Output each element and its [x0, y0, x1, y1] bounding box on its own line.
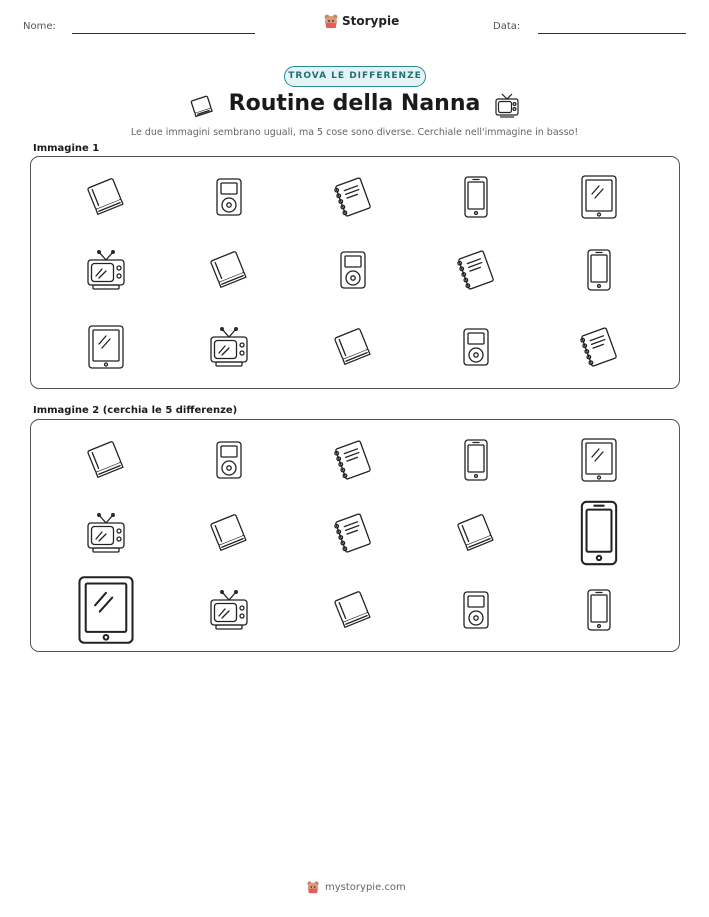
book-icon[interactable]	[328, 585, 378, 635]
tv-icon	[204, 322, 254, 372]
phone-icon[interactable]	[574, 585, 624, 635]
book-icon	[81, 172, 131, 222]
ipod-icon	[204, 172, 254, 222]
phone-icon	[574, 245, 624, 295]
ipod-icon	[328, 245, 378, 295]
image2-label: Immagine 2 (cerchia le 5 differenze)	[33, 405, 238, 416]
ipod-icon[interactable]	[204, 435, 254, 485]
phone-icon[interactable]	[560, 494, 638, 572]
image1-label: Immagine 1	[33, 143, 100, 154]
tv-icon	[492, 91, 522, 121]
book-icon[interactable]	[451, 508, 501, 558]
brand-name: Storypie	[342, 14, 400, 28]
notebook-icon	[451, 245, 501, 295]
notebook-icon[interactable]	[328, 508, 378, 558]
tablet-icon	[81, 322, 131, 372]
date-line[interactable]	[538, 33, 686, 34]
instructions: Le due immagini sembrano uguali, ma 5 cose sono diverse. Cerchiale nell'immagine in basso!	[130, 127, 579, 138]
ipod-icon	[451, 322, 501, 372]
book-icon	[204, 245, 254, 295]
name-label: Nome:	[23, 21, 56, 32]
image1-panel	[30, 156, 680, 389]
tv-icon[interactable]	[204, 585, 254, 635]
phone-icon	[451, 172, 501, 222]
notebook-icon	[328, 172, 378, 222]
book-icon	[328, 322, 378, 372]
tv-icon	[81, 245, 131, 295]
tablet-icon	[574, 172, 624, 222]
brand-logo	[323, 13, 399, 29]
footer-website: mystorypie.com	[325, 881, 406, 893]
name-line[interactable]	[72, 33, 255, 34]
book-icon[interactable]	[204, 508, 254, 558]
book-icon[interactable]	[81, 435, 131, 485]
ipod-icon[interactable]	[451, 585, 501, 635]
bear-mascot-icon	[306, 880, 320, 894]
page-title: Routine della Nanna	[228, 91, 481, 116]
tablet-icon[interactable]	[574, 435, 624, 485]
image2-panel[interactable]	[30, 419, 680, 652]
notebook-icon	[574, 322, 624, 372]
bear-mascot-icon	[323, 13, 339, 29]
notebook-icon[interactable]	[328, 435, 378, 485]
date-label: Data:	[493, 21, 521, 32]
find-differences-badge: TROVA LE DIFFERENZE	[284, 66, 426, 87]
tablet-icon[interactable]	[67, 571, 145, 649]
footer	[306, 880, 406, 894]
tv-icon[interactable]	[81, 508, 131, 558]
phone-icon[interactable]	[451, 435, 501, 485]
